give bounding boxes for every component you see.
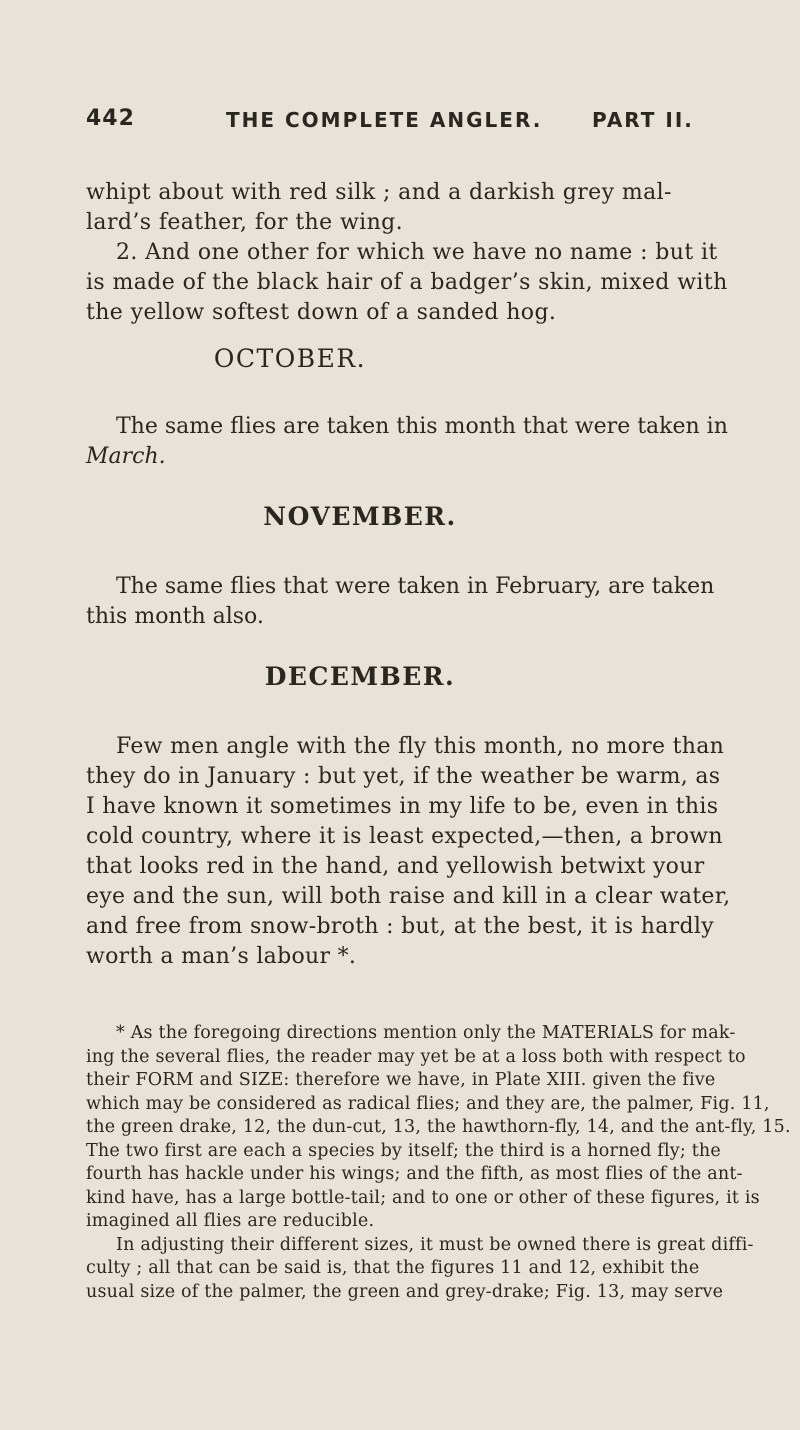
december-paragraph [86,732,766,972]
text-line: is made of the black hair of a badger’s skin, mixed with [86,270,728,295]
footnote-line: ing the several flies, the reader may yet be at a loss both with respect to [86,1046,746,1067]
december-heading: DECEMBER. [264,662,456,691]
footnote-line: their FORM and SIZE: therefore we have, in Plate XIII. given the five [86,1070,716,1090]
part-label: PART II. [592,108,694,132]
footnote-line: culty ; all that can be said is, that the figures 11 and 12, exhibit the [86,1258,700,1278]
text-line: worth a man’s labour *. [86,944,357,969]
footnote-line: imagined all flies are reducible. [86,1211,375,1231]
text-line: this month also. [86,604,264,629]
footnote-line: fourth has hackle under his wings; and the fifth, as most flies of the ant- [86,1164,743,1184]
footnote-line: * As the foregoing directions mention only the MATERIALS for mak- [116,1023,736,1043]
october-paragraph [86,412,766,472]
intro-paragraph [86,178,766,328]
text-line: eye and the sun, will both raise and kill in a clear water, [86,884,731,909]
footnote-line: In adjusting their different sizes, it must be owned there is great diffi- [116,1234,754,1255]
november-heading: NOVEMBER. [263,502,457,531]
november-paragraph [86,572,766,632]
text-line: and free from snow-broth : but, at the best, it is hardly [86,914,714,939]
footnote-line: kind have, has a large bottle-tail; and to one or other of these figures, it is [86,1187,760,1208]
text-line: Few men angle with the fly this month, no more than [116,734,725,759]
footnote [86,1022,791,1304]
text-line: that looks red in the hand, and yellowish betwixt your [86,854,705,879]
text-line: The same flies that were taken in February, are taken [116,574,715,599]
footnote-line: usual size of the palmer, the green and grey-drake; Fig. 13, may serve [86,1281,724,1302]
text-line: they do in January : but yet, if the weather be warm, as [86,764,721,789]
text-line: March. [86,444,166,469]
footnote-line: the green drake, 12, the dun-cut, 13, the hawthorn-fly, 14, and the ant-fly, 15. [86,1117,791,1137]
page-number: 442 [86,106,135,131]
text-line: the yellow softest down of a sanded hog. [86,300,557,325]
october-heading: OCTOBER. [213,344,367,373]
text-line: lard’s feather, for the wing. [86,210,404,235]
text-line: I have known it sometimes in my life to be, even in this [86,794,719,819]
text-line: The same flies are taken this month that were taken in [116,414,728,439]
text-line: 2. And one other for which we have no name : but it [116,240,718,265]
running-header [86,100,766,140]
running-title: THE COMPLETE ANGLER. [226,108,543,132]
text-line: whipt about with red silk ; and a darkish grey mal- [86,180,672,205]
text-line: cold country, where it is least expected,—then, a brown [86,824,723,849]
footnote-line: The two first are each a species by itself; the third is a horned fly; the [86,1140,721,1161]
footnote-line: which may be considered as radical flies; and they are, the palmer, Fig. 11, [86,1093,770,1114]
